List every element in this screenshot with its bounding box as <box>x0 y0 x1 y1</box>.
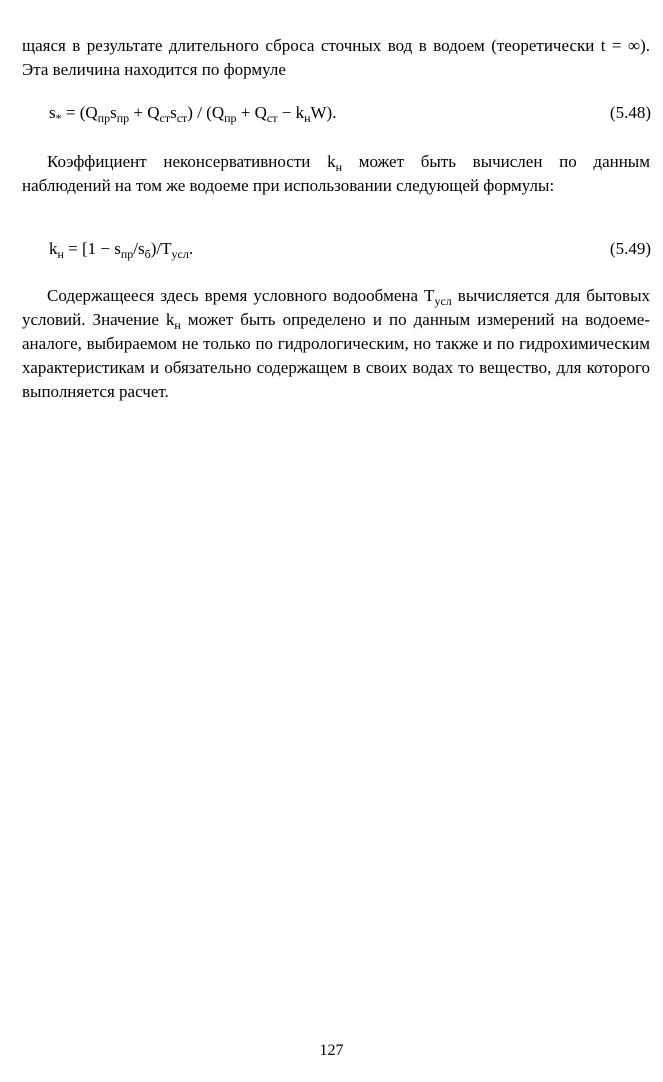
formula-5-48 <box>49 100 651 126</box>
page-number: 127 <box>319 1042 344 1059</box>
formula-5-49-number: (5.49) <box>609 239 651 258</box>
formula-5-48-number: (5.48) <box>609 103 651 122</box>
paragraph-intro <box>22 34 650 82</box>
formula-5-49 <box>49 236 651 262</box>
paragraph-coefficient <box>22 150 650 198</box>
paragraph-main <box>22 284 650 404</box>
paragraph-intro-text: щаяся в результате длительного сброса сточных вод в водоем (теоретически t = ∞). Эта величина находится по формуле <box>22 36 650 79</box>
paragraph-main-text: Содержащееся здесь время условного водообмена $T_{усл}$ вычисляется для бытовых условий. Значение $k_н$ может быть определено и по данным измерений на водоеме-аналоге, выбираемом не только по гидрологическим, но также и по гидрохимическим характеристикам и обязательно содержащем в своих водах то вещество, для которого выполняется расчет. <box>22 286 650 401</box>
formula-5-48-expression: $s_* = (Q_{пр}s_{пр} + Q_{ст}s_{ст}) / (Q_{пр} + Q_{ст} - k_нW)$. <box>49 103 337 125</box>
formula-5-49-expression: $k_н = [1 - s_{пр}/s_б)/T_{усл}$. <box>49 239 194 261</box>
paragraph-coefficient-text: Коэффициент неконсервативности $k_н$ может быть вычислен по данным наблюдений на том же водоеме при использовании следующей формулы: <box>22 152 650 195</box>
